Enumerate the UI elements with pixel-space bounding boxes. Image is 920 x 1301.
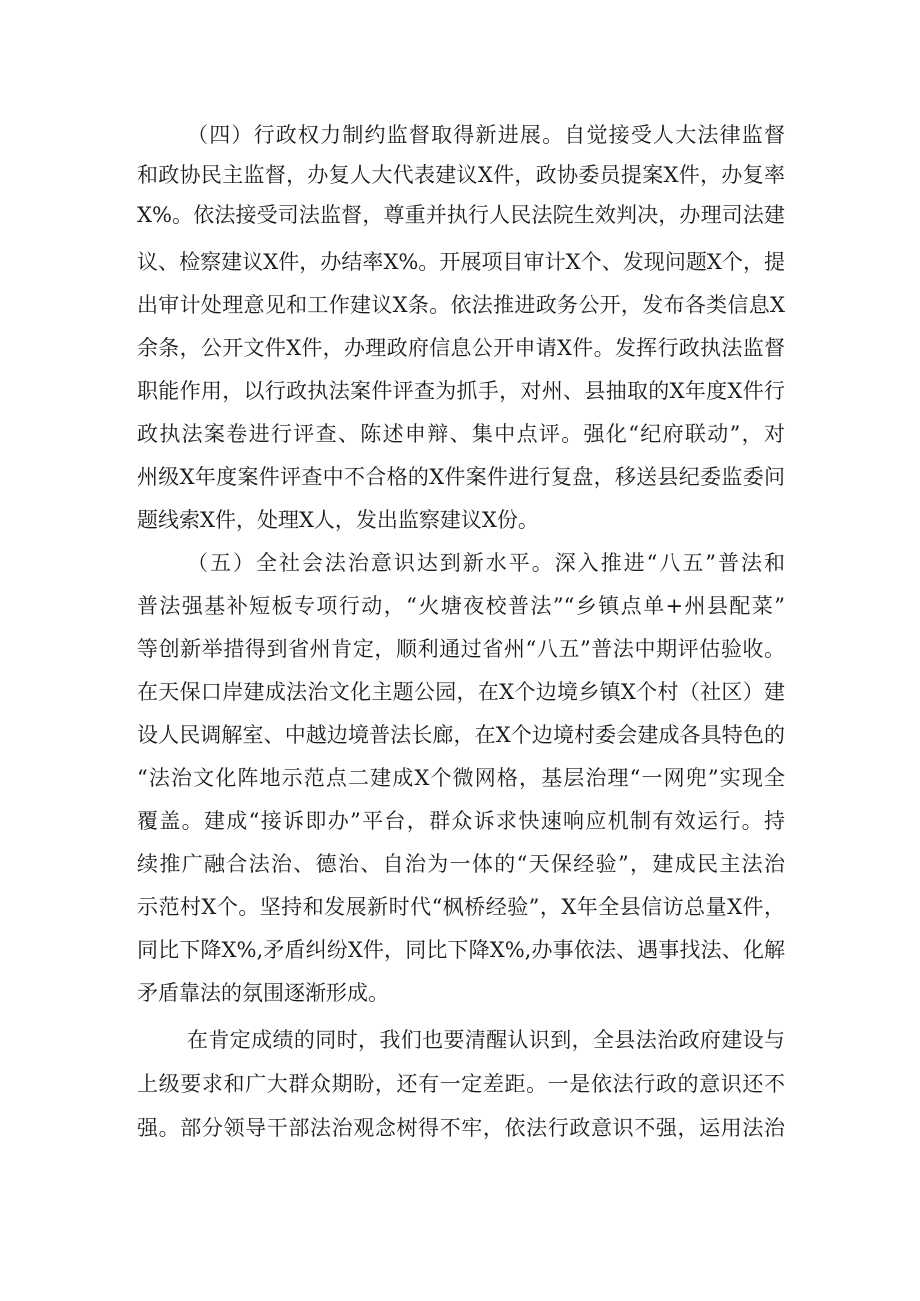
paragraph-2-line-11: 矛盾靠法的氛围逐渐形成。 [137,981,389,1005]
paragraph-2-line-8: 续推广融合法治、德治、自治为一体的“天保经验”，建成民主法治 [137,852,785,876]
paragraph-1-line-2: 和政协民主监督，办复人大代表建议X件，政协委员提案X件，办复率 [137,163,785,187]
paragraph-1-line-3: X%。依法接受司法监督，尊重并执行人民法院生效判决，办理司法建 [137,203,785,227]
paragraph-2-line-4: 在天保口岸建成法治文化主题公园，在X个边境乡镇X个村（社区）建 [137,680,785,704]
paragraph-1-line-9: 州级X年度案件评查中不合格的X件案件进行复盘，移送县纪委监委问 [137,465,785,489]
paragraph-2-line-7: 覆盖。建成“接诉即办”平台，群众诉求快速响应机制有效运行。持 [137,809,785,833]
paragraph-1-line-8: 政执法案卷进行评查、陈述申辩、集中点评。强化“纪府联动”，对 [137,422,785,446]
paragraph-2-line-9: 示范村X个。坚持和发展新时代“枫桥经验”，X年全县信访总量X件， [137,895,785,919]
paragraph-2-line-10: 同比下降X%,矛盾纠纷X件，同比下降X%,办事依法、遇事找法、化解 [137,938,785,962]
paragraph-2-line-1: （五）全社会法治意识达到新水平。深入推进“八五”普法和 [187,551,785,575]
paragraph-1-line-1: （四）行政权力制约监督取得新进展。自觉接受人大法律监督 [187,123,785,147]
paragraph-2-line-6: “法治文化阵地示范点二建成X个微网格，基层治理“一网兜”实现全 [137,766,785,790]
paragraph-3-line-1: 在肯定成绩的同时，我们也要清醒认识到，全县法治政府建设与 [187,1028,785,1052]
paragraph-3-line-2: 上级要求和广大群众期盼，还有一定差距。一是依法行政的意识还不 [137,1072,785,1096]
paragraph-2-line-3: 等创新举措得到省州肯定，顺利通过省州“八五”普法中期评估验收。 [137,637,785,661]
paragraph-1-line-5: 出审计处理意见和工作建议X条。依法推进政务公开，发布各类信息X [137,293,785,317]
paragraph-2-line-2: 普法强基补短板专项行动，“火塘夜校普法”“乡镇点单+州县配菜” [137,594,785,618]
paragraph-1-line-6: 余条，公开文件X件，办理政府信息公开申请X件。发挥行政执法监督 [137,336,785,360]
paragraph-2-line-5: 设人民调解室、中越边境普法长廊，在X个边境村委会建成各具特色的 [137,723,785,747]
paragraph-1-line-10: 题线索X件，处理X人，发出监察建议X份。 [137,508,539,532]
paragraph-3-line-3: 强。部分领导干部法治观念树得不牢，依法行政意识不强，运用法治 [137,1116,785,1140]
paragraph-1-line-4: 议、检察建议X件，办结率X%。开展项目审计X个、发现问题X个，提 [137,250,785,274]
paragraph-1-line-7: 职能作用，以行政执法案件评查为抓手，对州、县抽取的X年度X件行 [137,379,785,403]
